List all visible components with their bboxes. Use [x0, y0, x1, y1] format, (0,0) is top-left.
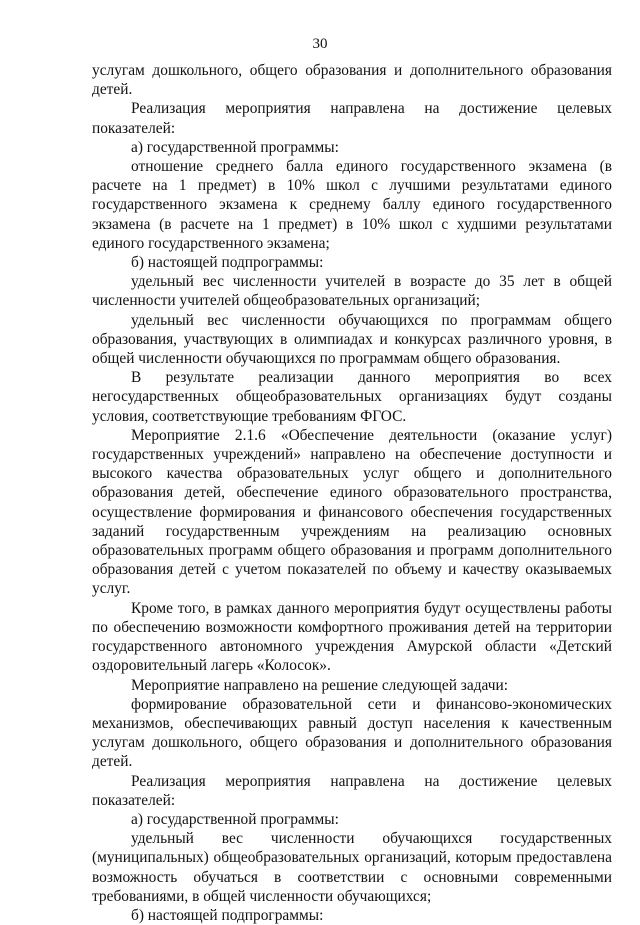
paragraph: Реализация мероприятия направлена на достижение целевых показателей: — [92, 772, 612, 809]
paragraph: б) настоящей подпрограммы: — [131, 254, 324, 272]
paragraph: отношение среднего балла единого государственного экзамена (в расчете на 1 предмет) в 10% школ с лучшими результатами единого государственного экзамена к среднему баллу единого государственного экзамена (в расчете на 1 предмет) в 10% школ с худшими результатами единого государственного экзамена; — [92, 158, 612, 252]
paragraph: удельный вес численности обучающихся государственных (муниципальных) общеобразовательных организаций, которым предоставлена возможность обучаться в соответствии с основными современными требованиями, в общей численности обучающихся; — [92, 830, 612, 905]
paragraph: Мероприятие 2.1.6 «Обеспечение деятельности (оказание услуг) государственных учреждений» направлено на обеспечение доступности и высокого качества образовательных услуг общего и дополнительного образования детей, обеспечение единого образовательного пространства, осуществление формирования и финансового обеспечения государственных заданий государственным учреждениям на реализацию основных образовательных программ общего образования и программ дополнительного образования детей с учетом показателей по объему и качеству оказываемых услуг. — [92, 426, 612, 598]
paragraph: Реализация мероприятия направлена на достижение целевых показателей: — [92, 100, 612, 137]
paragraph: Кроме того, в рамках данного мероприятия будут осуществлены работы по обеспечению возможности комфортного проживания детей на территории государственного автономного учреждения Амурской области «Детский оздоровительный лагерь «Колосок». — [92, 599, 612, 675]
paragraph: а) государственной программы: — [131, 810, 339, 828]
paragraph: Мероприятие направлено на решение следующей задачи: — [131, 676, 508, 694]
paragraph: а) государственной программы: — [131, 138, 339, 156]
paragraph: услугам дошкольного, общего образования и дополнительного образования детей. — [92, 62, 612, 99]
paragraph: формирование образовательной сети и финансово-экономических механизмов, обеспечивающих равный доступ населения к качественным услугам дошкольного, общего образования и дополнительного образования детей. — [92, 695, 612, 771]
paragraph: удельный вес численности обучающихся по программам общего образования, участвующих в олимпиадах и конкурсах различного уровня, в общей численности обучающихся по программам общего образования. — [92, 311, 612, 368]
paragraph: удельный вес численности учителей в возрасте до 35 лет в общей численности учителей общеобразовательных организаций; — [92, 273, 612, 310]
page-number: 30 — [312, 36, 328, 52]
document-body — [92, 61, 612, 925]
paragraph: б) настоящей подпрограммы: — [131, 906, 324, 924]
paragraph: В результате реализации данного мероприятия во всех негосударственных общеобразовательных организациях будут созданы условия, соответствующие требованиям ФГОС. — [92, 369, 612, 425]
